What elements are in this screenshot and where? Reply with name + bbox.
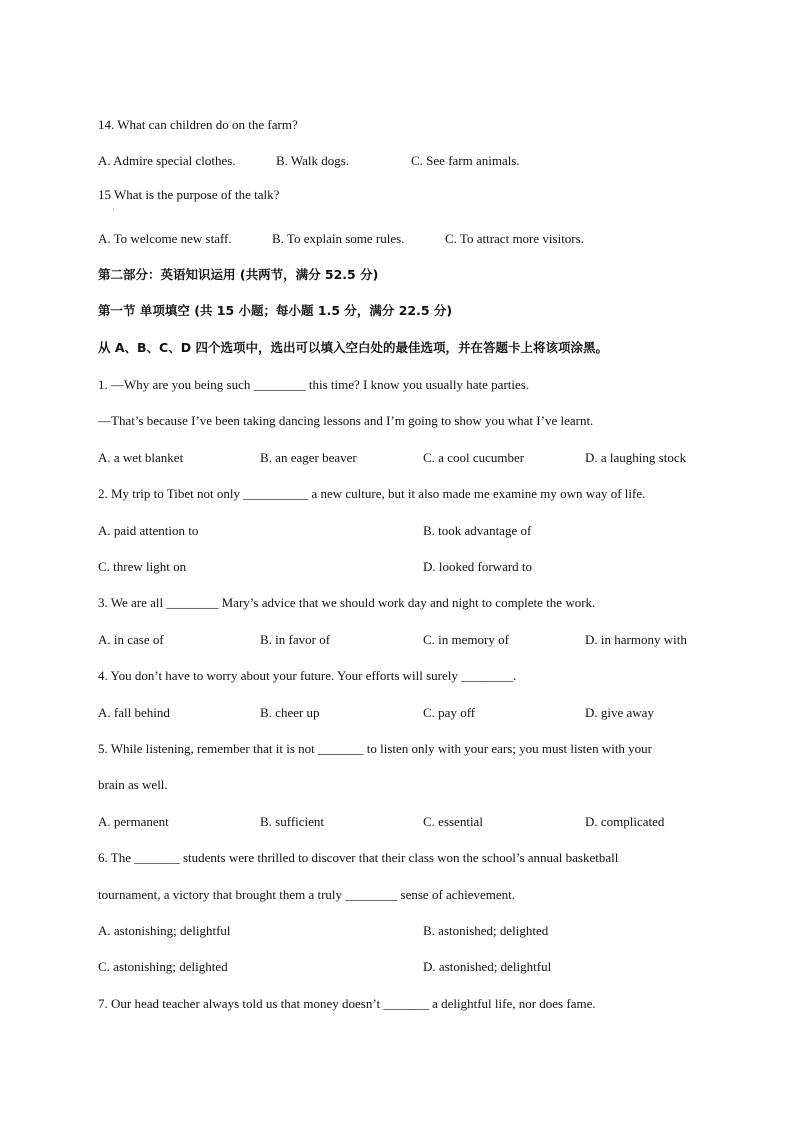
question-5-option-b: B. sufficient: [260, 814, 325, 829]
question-15-option-c: C. To attract more visitors.: [445, 231, 584, 246]
part-2-title: 第二部分：英语知识运用 (共两节，满分 52.5 分): [98, 267, 379, 282]
question-14-stem: 14. What can children do on the farm?: [98, 117, 298, 132]
question-6-option-b: B. astonished; delighted: [423, 923, 549, 938]
question-4-stem: 4. You don’t have to worry about your future. Your efforts will surely ________.: [98, 668, 517, 683]
question-3-option-d: D. in harmony with: [585, 632, 687, 647]
question-15-stem: 15 What is the purpose of the talk?: [98, 187, 280, 202]
question-5-stem-line-2: brain as well.: [98, 777, 168, 792]
stray-dot-mark: ·: [112, 205, 115, 214]
question-15-option-a: A. To welcome new staff.: [98, 231, 232, 246]
section-instruction: 从 A、B、C、D 四个选项中，选出可以填入空白处的最佳选项，并在答题卡上将该项涂黑。: [98, 340, 608, 355]
question-15-option-b: B. To explain some rules.: [272, 231, 405, 246]
question-1-option-d: D. a laughing stock: [585, 450, 687, 465]
question-6-stem: 6. The _______ students were thrilled to discover that their class won the school’s annual basketball: [98, 850, 619, 865]
question-5-option-d: D. complicated: [585, 814, 665, 829]
question-14-option-b: B. Walk dogs.: [276, 153, 350, 168]
question-3-option-a: A. in case of: [98, 632, 164, 647]
question-2-option-d: D. looked forward to: [423, 559, 533, 574]
question-5-stem: 5. While listening, remember that it is not _______ to listen only with your ears; you must listen with your: [98, 741, 653, 756]
question-4-option-b: B. cheer up: [260, 705, 320, 720]
question-1-option-a: A. a wet blanket: [98, 450, 184, 465]
question-3-stem: 3. We are all ________ Mary’s advice that we should work day and night to complete the work.: [98, 595, 596, 610]
question-3-option-c: C. in memory of: [423, 632, 509, 647]
question-6-option-a: A. astonishing; delightful: [98, 923, 231, 938]
question-1-option-c: C. a cool cucumber: [423, 450, 525, 465]
question-6-stem-line-2: tournament, a victory that brought them a truly ________ sense of achievement.: [98, 887, 515, 902]
question-7-stem: 7. Our head teacher always told us that money doesn’t _______ a delightful life, nor does fame.: [98, 996, 596, 1011]
question-1-option-b: B. an eager beaver: [260, 450, 357, 465]
question-6-option-c: C. astonishing; delighted: [98, 959, 228, 974]
question-5-option-c: C. essential: [423, 814, 483, 829]
question-6-option-d: D. astonished; delightful: [423, 959, 552, 974]
question-14-option-a: A. Admire special clothes.: [98, 153, 236, 168]
question-4-option-d: D. give away: [585, 705, 654, 720]
question-1-stem-line-2: —That’s because I’ve been taking dancing lessons and I’m going to show you what I’ve learnt.: [98, 413, 594, 428]
question-4-option-c: C. pay off: [423, 705, 476, 720]
question-5-option-a: A. permanent: [98, 814, 169, 829]
question-4-option-a: A. fall behind: [98, 705, 170, 720]
question-3-option-b: B. in favor of: [260, 632, 331, 647]
question-14-option-c: C. See farm animals.: [411, 153, 520, 168]
question-2-option-b: B. took advantage of: [423, 523, 532, 538]
question-1-stem: 1. —Why are you being such ________ this time? I know you usually hate parties.: [98, 377, 530, 392]
question-2-option-a: A. paid attention to: [98, 523, 199, 538]
question-2-option-c: C. threw light on: [98, 559, 187, 574]
question-2-stem: 2. My trip to Tibet not only __________ a new culture, but it also made me examine my own way of life.: [98, 486, 646, 501]
section-1-title: 第一节 单项填空 (共 15 小题；每小题 1.5 分，满分 22.5 分): [98, 303, 453, 318]
